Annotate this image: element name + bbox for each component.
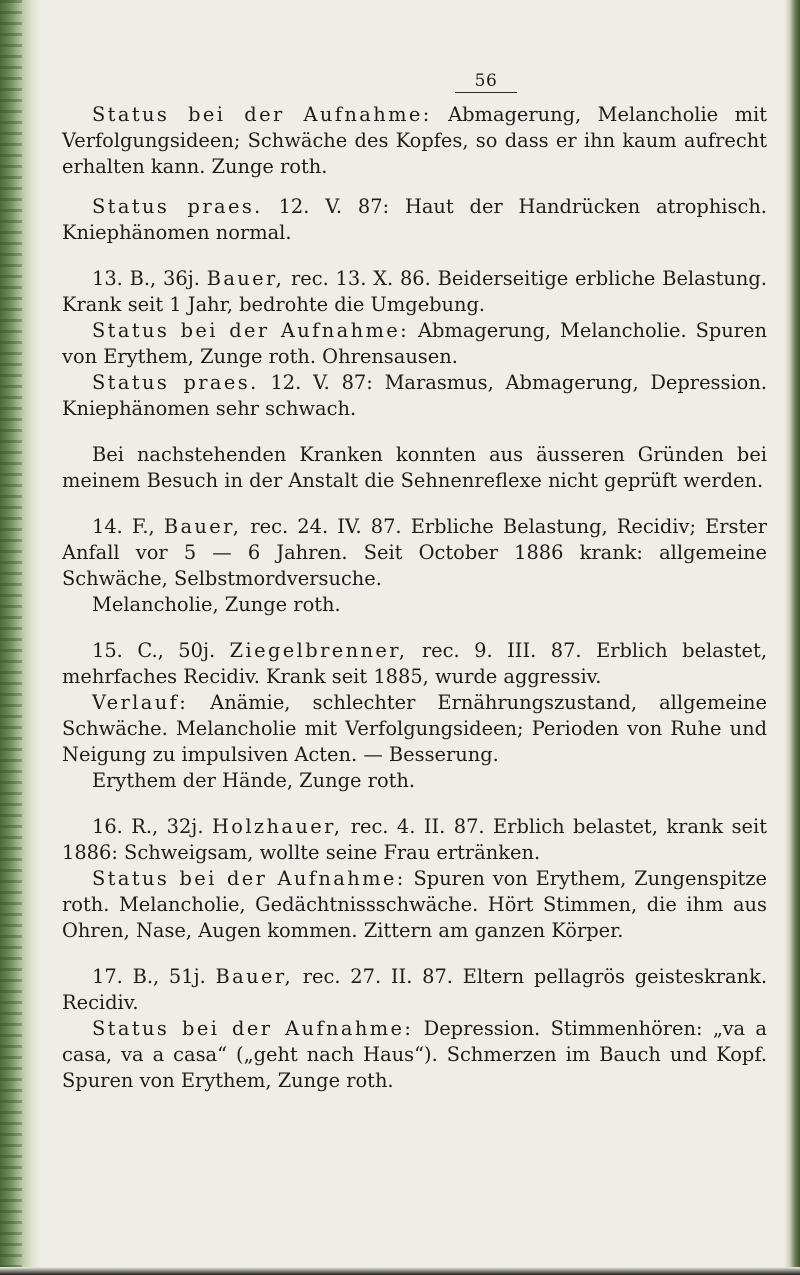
- case-16-header: [62, 814, 767, 866]
- paragraph-text: rec. 27. II. 87. Eltern pellagrös geisteskrank. Recidiv.: [62, 965, 767, 1014]
- paragraph-status-praes-12: [62, 194, 767, 246]
- paragraph-status-praes-13: [62, 370, 767, 422]
- status-label: Status praes.: [92, 195, 263, 218]
- page-body: [62, 102, 767, 1094]
- page-number: 56: [455, 71, 517, 93]
- case-14-header: [62, 514, 767, 592]
- paragraph-text: Depression. Stimmenhören: „va a casa, va a casa“ („geht nach Haus“). Schmerzen im Bauch und Kopf. Spuren von Erythem, Zunge roth.: [62, 1017, 767, 1092]
- spacer: [62, 180, 767, 194]
- paragraph-text: Bei nachstehenden Kranken konnten aus äusseren Gründen bei meinem Besuch in der Anstalt die Sehnenreflexe nicht geprüft werden.: [62, 443, 767, 492]
- binding-texture: [0, 0, 22, 1275]
- case-intro: 17. B., 51j.: [92, 965, 216, 988]
- page-right-edge: [784, 0, 800, 1275]
- status-label: Verlauf:: [92, 691, 189, 714]
- paragraph-text: 12. V. 87: Haut der Handrücken atrophisch. Kniephänomen normal.: [62, 195, 767, 244]
- case-13-header: [62, 266, 767, 318]
- paragraph-text: rec. 9. III. 87. Erblich belastet, mehrfaches Recidiv. Krank seit 1885, wurde aggressiv.: [62, 639, 767, 688]
- spacer: [62, 246, 767, 266]
- spacer: [62, 494, 767, 514]
- occupation-label: Ziegelbrenner,: [229, 639, 408, 662]
- occupation-label: Bauer,: [163, 515, 242, 538]
- paragraph-text: Spuren von Erythem, Zungenspitze roth. Melancholie, Gedächtnissschwäche. Hört Stimmen, die ihm aus Ohren, Nase, Augen kommen. Zittern am ganzen Körper.: [62, 867, 767, 942]
- paragraph-note: [62, 442, 767, 494]
- occupation-label: Bauer,: [215, 965, 294, 988]
- paragraph-text: rec. 13. X. 86. Beiderseitige erbliche Belastung. Krank seit 1 Jahr, bedrohte die Umgebung.: [62, 267, 767, 316]
- status-label: Status bei der Aufnahme:: [92, 867, 406, 890]
- page-bottom-edge: [0, 1267, 800, 1275]
- paragraph-text: rec. 4. II. 87. Erblich belastet, krank seit 1886: Schweigsam, wollte seine Frau ertränken.: [62, 815, 767, 864]
- paragraph-status-aufnahme-13: [62, 318, 767, 370]
- paragraph-text: Erythem der Hände, Zunge roth.: [92, 769, 416, 792]
- paragraph-text: rec. 24. IV. 87. Erbliche Belastung, Recidiv; Erster Anfall vor 5 — 6 Jahren. Seit October 1886 krank: allgemeine Schwäche, Selbstmordversuche.: [62, 515, 767, 590]
- paragraph-status-aufnahme-16: [62, 866, 767, 944]
- paragraph-status-aufnahme-12: [62, 102, 767, 180]
- occupation-label: Holzhauer,: [211, 815, 343, 838]
- case-17-header: [62, 964, 767, 1016]
- paragraph-text: Abmagerung, Melancholie mit Verfolgungsideen; Schwäche des Kopfes, so dass er ihn kaum aufrecht erhalten kann. Zunge roth.: [62, 103, 767, 178]
- spacer: [62, 422, 767, 442]
- paragraph-verlauf-15: [62, 690, 767, 768]
- paragraph-text: Anämie, schlechter Ernährungszustand, allgemeine Schwäche. Melancholie mit Verfolgungsideen; Perioden von Ruhe und Neigung zu impulsiven Acten. — Besserung.: [62, 691, 767, 766]
- case-intro: 16. R., 32j.: [92, 815, 212, 838]
- status-label: Status bei der Aufnahme:: [92, 319, 410, 342]
- paragraph-case-15-findings: [62, 768, 767, 794]
- case-15-header: [62, 638, 767, 690]
- spacer: [62, 794, 767, 814]
- paragraph-text: 12. V. 87: Marasmus, Abmagerung, Depression. Kniephänomen sehr schwach.: [62, 371, 767, 420]
- spacer: [62, 944, 767, 964]
- case-intro: 13. B., 36j.: [92, 267, 207, 290]
- status-label: Status praes.: [92, 371, 259, 394]
- status-label: Status bei der Aufnahme:: [92, 103, 432, 126]
- case-intro: 15. C., 50j.: [92, 639, 230, 662]
- status-label: Status bei der Aufnahme:: [92, 1017, 414, 1040]
- paragraph-status-aufnahme-17: [62, 1016, 767, 1094]
- occupation-label: Bauer,: [206, 267, 285, 290]
- case-intro: 14. F.,: [92, 515, 164, 538]
- paragraph-text: Abmagerung, Melancholie. Spuren von Erythem, Zunge roth. Ohrensausen.: [62, 319, 767, 368]
- paragraph-case-14-findings: [62, 592, 767, 618]
- paragraph-text: Melancholie, Zunge roth.: [92, 593, 341, 616]
- spacer: [62, 618, 767, 638]
